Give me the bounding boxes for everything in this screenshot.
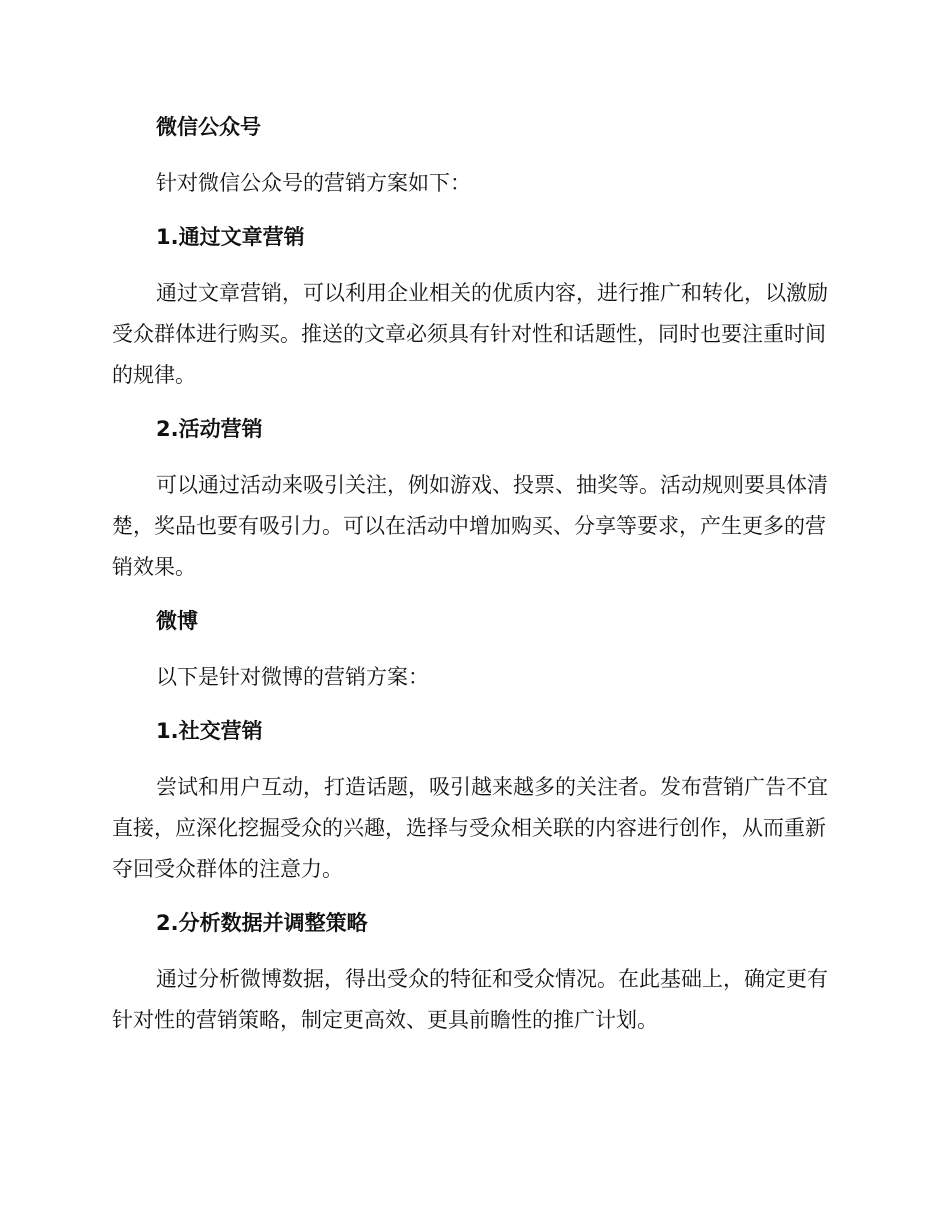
paragraph-event-marketing: 可以通过活动来吸引关注，例如游戏、投票、抽奖等。活动规则要具体清楚，奖品也要有吸引力。可以在活动中增加购买、分享等要求，产生更多的营销效果。 [112, 473, 828, 579]
paragraph-data-analysis: 通过分析微博数据，得出受众的特征和受众情况。在此基础上，确定更有针对性的营销策略，制定更高效、更具前瞻性的推广计划。 [112, 967, 828, 1032]
subsection-heading-article-marketing: 1.通过文章营销 [156, 225, 305, 249]
section-heading-wechat: 微信公众号 [156, 115, 261, 139]
subsection-heading-event-marketing: 2.活动营销 [156, 417, 263, 441]
subsection-heading-data-analysis: 2.分析数据并调整策略 [156, 911, 368, 935]
section-intro-wechat: 针对微信公众号的营销方案如下： [156, 171, 471, 195]
subsection-heading-social-marketing: 1.社交营销 [156, 719, 263, 743]
section-heading-weibo: 微博 [156, 609, 198, 633]
document-page [112, 108, 832, 1041]
section-intro-weibo: 以下是针对微博的营销方案： [156, 665, 429, 689]
paragraph-social-marketing: 尝试和用户互动，打造话题，吸引越来越多的关注者。发布营销广告不宜直接，应深化挖掘受众的兴趣，选择与受众相关联的内容进行创作，从而重新夺回受众群体的注意力。 [112, 775, 828, 881]
paragraph-article-marketing: 通过文章营销，可以利用企业相关的优质内容，进行推广和转化，以激励受众群体进行购买。推送的文章必须具有针对性和话题性，同时也要注重时间的规律。 [112, 281, 828, 387]
